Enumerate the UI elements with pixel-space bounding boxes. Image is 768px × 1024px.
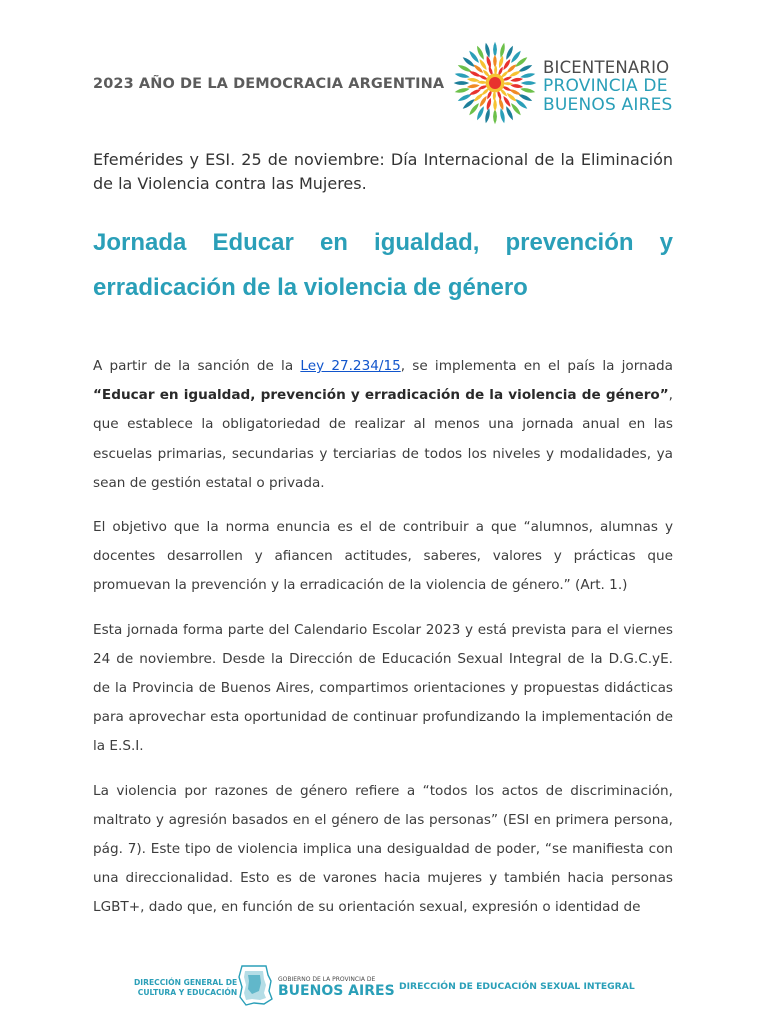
p1-mid: , se implementa en el país la jornada [400, 358, 674, 374]
logo-petal [503, 59, 510, 70]
logo-petal [506, 106, 513, 120]
logo-petal [499, 98, 503, 110]
logo-petal [510, 78, 523, 82]
logo-petal [469, 89, 481, 94]
logo-petal [485, 43, 490, 58]
logo-petal [510, 84, 523, 88]
logo-petal [463, 57, 475, 67]
p1-post: , que establece la obligatoriedad de realizar al menos una jornada anual en las escuelas primarias, secundarias y terciarias de todos los niveles y modalidades, ya sean de gestión estatal o privada. [93, 387, 673, 491]
bicentenario-logo-text [543, 58, 673, 115]
logo-petal [521, 81, 536, 85]
year-banner: 2023 AÑO DE LA DEMOCRACIA ARGENTINA [93, 76, 445, 92]
logo-petal [503, 96, 510, 107]
buenos-aires-map-icon [236, 963, 274, 1007]
footer-desi: DIRECCIÓN DE EDUCACIÓN SEXUAL INTEGRAL [399, 981, 635, 992]
logo-petal [485, 108, 490, 123]
logo-petal [463, 99, 475, 109]
logo-petal [480, 96, 487, 107]
logo-petal [454, 81, 469, 85]
logo-line-buenos-aires: BUENOS AIRES [543, 95, 673, 115]
p1-bold: “Educar en igualdad, prevención y erradicación de la violencia de género” [93, 387, 669, 404]
logo-petal [511, 103, 521, 115]
paragraph-3: Esta jornada forma parte del Calendario Escolar 2023 y está prevista para el viernes 24 de noviembre. Desde la Dirección de Educación Sexual Integral de la D.G.C.yE. de la Provincia de Buenos Aires, compartimos orientaciones y propuestas didácticas para aprovechar esta oportunidad de continuar profundizando la implementación de la E.S.I. [93, 621, 673, 755]
logo-petal [458, 94, 472, 101]
footer-dgce-line1: DIRECCIÓN GENERAL DE [134, 978, 238, 987]
logo-line-bicentenario: BICENTENARIO [543, 58, 670, 77]
document-subtitle: Efemérides y ESI. 25 de noviembre: Día Internacional de la Eliminación de la Violencia contra las Mujeres. [93, 150, 673, 193]
logo-petal [487, 56, 491, 68]
logo-petal [477, 106, 484, 120]
logo-petal [506, 46, 513, 60]
footer-dgce-line2: CULTURA Y EDUCACIÓN [137, 988, 238, 997]
document-body [93, 352, 673, 938]
logo-petal [477, 46, 484, 60]
logo-petal [518, 94, 532, 101]
logo-petal [469, 51, 479, 63]
logo-petal [518, 65, 532, 72]
footer-gob-line1: GOBIERNO DE LA PROVINCIA DE [278, 976, 376, 983]
logo-petal [467, 78, 480, 82]
logo-petal [469, 103, 479, 115]
logo-petal [467, 84, 480, 88]
logo-petal [455, 73, 470, 78]
logo-petal [520, 73, 535, 78]
logo-petal [500, 43, 505, 58]
logo-petal [458, 65, 472, 72]
p1-pre: A partir de la sanción de la [93, 358, 301, 374]
bicentenario-flower-icon [452, 40, 538, 126]
paragraph-4: La violencia por razones de género refiere a “todos los actos de discriminación, maltrato y agresión basados en el género de las personas” (ESI en primera persona, pág. 7). Este tipo de violencia implica una desigualdad de poder, “se manifiesta con una direccionalidad. Esto es de varones hacia mujeres y también hacia personas LGBT+, dado que, en función de su orientación sexual, expresión o identidad de [93, 782, 673, 916]
logo-petal [480, 59, 487, 70]
paragraph-2: El objetivo que la norma enuncia es el de contribuir a que “alumnos, alumnas y docentes desarrollen y afiancen actitudes, saberes, valores y prácticas que promuevan la prevención y la erradicación de la violencia de género.” (Art. 1.) [93, 519, 673, 594]
footer-gobierno [278, 976, 395, 999]
logo-line-provincia: PROVINCIA DE [543, 76, 668, 96]
logo-petal [520, 88, 535, 93]
page-footer [0, 955, 768, 1015]
footer-gob-line2: BUENOS AIRES [278, 983, 395, 999]
logo-petal [509, 71, 521, 76]
logo-petal [499, 56, 503, 68]
document-title: Jornada Educar en igualdad, prevención y erradicación de la violencia de género [93, 229, 673, 301]
footer-dgce [134, 978, 237, 998]
page-header [0, 0, 768, 130]
logo-petal [515, 99, 527, 109]
law-link[interactable]: Ley 27.234/15 [300, 358, 401, 374]
logo-petal [511, 51, 521, 63]
logo-petal [500, 108, 505, 123]
logo-petal [455, 88, 470, 93]
logo-petal [487, 98, 491, 110]
paragraph-1 [93, 352, 673, 498]
logo-petal [515, 57, 527, 67]
